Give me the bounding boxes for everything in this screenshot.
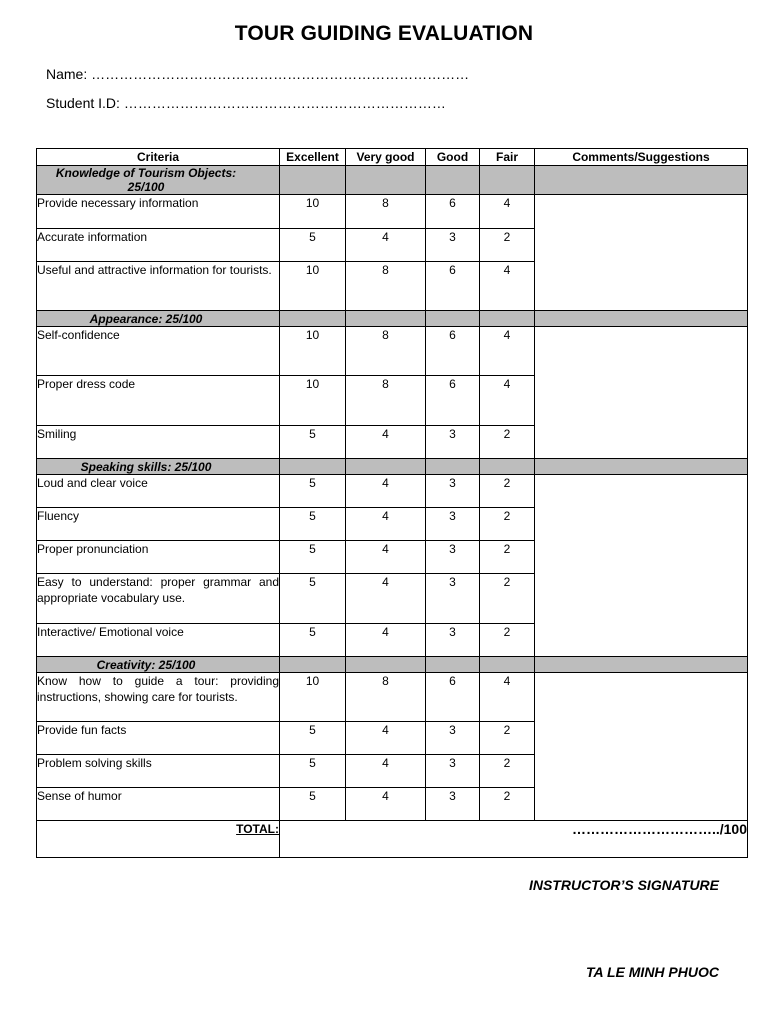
comment-cell-appearance[interactable] <box>535 327 748 459</box>
column-header-very-good: Very good <box>346 149 426 166</box>
score-fair[interactable]: 2 <box>480 475 535 508</box>
section-label: Appearance: 25/100 <box>37 311 280 327</box>
score-very-good[interactable]: 8 <box>346 376 426 426</box>
score-very-good[interactable]: 4 <box>346 574 426 624</box>
column-header-excellent: Excellent <box>280 149 346 166</box>
score-fair[interactable]: 4 <box>480 376 535 426</box>
instructor-name: TA LE MINH PHUOC <box>586 964 719 980</box>
score-excellent[interactable]: 10 <box>280 262 346 311</box>
score-good[interactable]: 3 <box>426 788 480 821</box>
comment-cell-speaking[interactable] <box>535 475 748 657</box>
score-fair[interactable]: 2 <box>480 722 535 755</box>
column-header-criteria: Criteria <box>37 149 280 166</box>
section-header-speaking <box>37 459 748 475</box>
score-fair[interactable]: 2 <box>480 426 535 459</box>
criterion-cell: Loud and clear voice <box>37 475 280 508</box>
score-fair[interactable]: 4 <box>480 262 535 311</box>
column-header-fair: Fair <box>480 149 535 166</box>
score-very-good[interactable]: 8 <box>346 262 426 311</box>
criterion-cell: Proper dress code <box>37 376 280 426</box>
comment-cell-knowledge[interactable] <box>535 195 748 311</box>
criterion-cell: Smiling <box>37 426 280 459</box>
total-score-field[interactable]: …………………………../100 <box>280 821 748 858</box>
score-fair[interactable]: 2 <box>480 755 535 788</box>
name-field[interactable]: Name: ……………………………………………………………………… <box>46 66 470 82</box>
score-excellent[interactable]: 5 <box>280 788 346 821</box>
header-row <box>37 149 748 166</box>
student-id-field[interactable]: Student I.D: …………………………………………………………… <box>46 95 446 111</box>
score-good[interactable]: 3 <box>426 475 480 508</box>
score-very-good[interactable]: 8 <box>346 327 426 376</box>
criterion-cell: Interactive/ Emotional voice <box>37 624 280 657</box>
score-very-good[interactable]: 8 <box>346 673 426 722</box>
criterion-cell: Know how to guide a tour: providing instructions, showing care for tourists. <box>37 673 280 722</box>
section-label: Knowledge of Tourism Objects: 25/100 <box>37 166 280 195</box>
score-fair[interactable]: 4 <box>480 673 535 722</box>
score-fair[interactable]: 2 <box>480 574 535 624</box>
criterion-cell: Accurate information <box>37 229 280 262</box>
score-fair[interactable]: 4 <box>480 327 535 376</box>
score-very-good[interactable]: 4 <box>346 426 426 459</box>
score-fair[interactable]: 2 <box>480 624 535 657</box>
score-excellent[interactable]: 5 <box>280 574 346 624</box>
total-label: TOTAL: <box>37 821 280 858</box>
section-header-appearance <box>37 311 748 327</box>
score-good[interactable]: 3 <box>426 755 480 788</box>
criterion-cell: Proper pronunciation <box>37 541 280 574</box>
score-fair[interactable]: 2 <box>480 788 535 821</box>
page-title: TOUR GUIDING EVALUATION <box>234 22 534 45</box>
score-very-good[interactable]: 4 <box>346 541 426 574</box>
score-excellent[interactable]: 5 <box>280 475 346 508</box>
criterion-cell: Provide necessary information <box>37 195 280 229</box>
score-excellent[interactable]: 5 <box>280 722 346 755</box>
instructor-signature-label: INSTRUCTOR’S SIGNATURE <box>528 877 719 893</box>
score-good[interactable]: 6 <box>426 376 480 426</box>
column-header-comments: Comments/Suggestions <box>535 149 748 166</box>
criterion-cell: Useful and attractive information for tourists. <box>37 262 280 311</box>
score-fair[interactable]: 2 <box>480 541 535 574</box>
score-excellent[interactable]: 10 <box>280 376 346 426</box>
total-row <box>37 821 748 858</box>
score-very-good[interactable]: 4 <box>346 755 426 788</box>
score-fair[interactable]: 2 <box>480 508 535 541</box>
score-good[interactable]: 3 <box>426 574 480 624</box>
criterion-cell: Self-confidence <box>37 327 280 376</box>
score-good[interactable]: 3 <box>426 229 480 262</box>
comment-cell-creativity[interactable] <box>535 673 748 821</box>
score-good[interactable]: 6 <box>426 195 480 229</box>
criterion-cell: Fluency <box>37 508 280 541</box>
score-good[interactable]: 6 <box>426 262 480 311</box>
score-fair[interactable]: 4 <box>480 195 535 229</box>
score-very-good[interactable]: 4 <box>346 624 426 657</box>
table-row <box>37 195 748 229</box>
score-good[interactable]: 3 <box>426 624 480 657</box>
score-excellent[interactable]: 5 <box>280 755 346 788</box>
table-row <box>37 327 748 376</box>
score-good[interactable]: 3 <box>426 541 480 574</box>
section-header-knowledge <box>37 166 748 195</box>
criterion-cell: Easy to understand: proper grammar and appropriate vocabulary use. <box>37 574 280 624</box>
criterion-cell: Problem solving skills <box>37 755 280 788</box>
score-good[interactable]: 3 <box>426 426 480 459</box>
score-good[interactable]: 6 <box>426 327 480 376</box>
score-excellent[interactable]: 5 <box>280 541 346 574</box>
score-excellent[interactable]: 5 <box>280 426 346 459</box>
table-row <box>37 673 748 722</box>
score-very-good[interactable]: 4 <box>346 788 426 821</box>
criterion-cell: Provide fun facts <box>37 722 280 755</box>
score-very-good[interactable]: 4 <box>346 229 426 262</box>
score-good[interactable]: 6 <box>426 673 480 722</box>
score-excellent[interactable]: 5 <box>280 229 346 262</box>
score-very-good[interactable]: 4 <box>346 475 426 508</box>
score-good[interactable]: 3 <box>426 722 480 755</box>
score-fair[interactable]: 2 <box>480 229 535 262</box>
section-label: Speaking skills: 25/100 <box>37 459 280 475</box>
section-label: Creativity: 25/100 <box>37 657 280 673</box>
score-very-good[interactable]: 4 <box>346 508 426 541</box>
score-excellent[interactable]: 5 <box>280 508 346 541</box>
score-good[interactable]: 3 <box>426 508 480 541</box>
score-very-good[interactable]: 8 <box>346 195 426 229</box>
score-excellent[interactable]: 10 <box>280 195 346 229</box>
evaluation-table <box>36 148 748 858</box>
score-excellent[interactable]: 5 <box>280 624 346 657</box>
column-header-good: Good <box>426 149 480 166</box>
criterion-cell: Sense of humor <box>37 788 280 821</box>
score-excellent[interactable]: 10 <box>280 673 346 722</box>
score-very-good[interactable]: 4 <box>346 722 426 755</box>
section-header-creativity <box>37 657 748 673</box>
score-excellent[interactable]: 10 <box>280 327 346 376</box>
table-row <box>37 475 748 508</box>
